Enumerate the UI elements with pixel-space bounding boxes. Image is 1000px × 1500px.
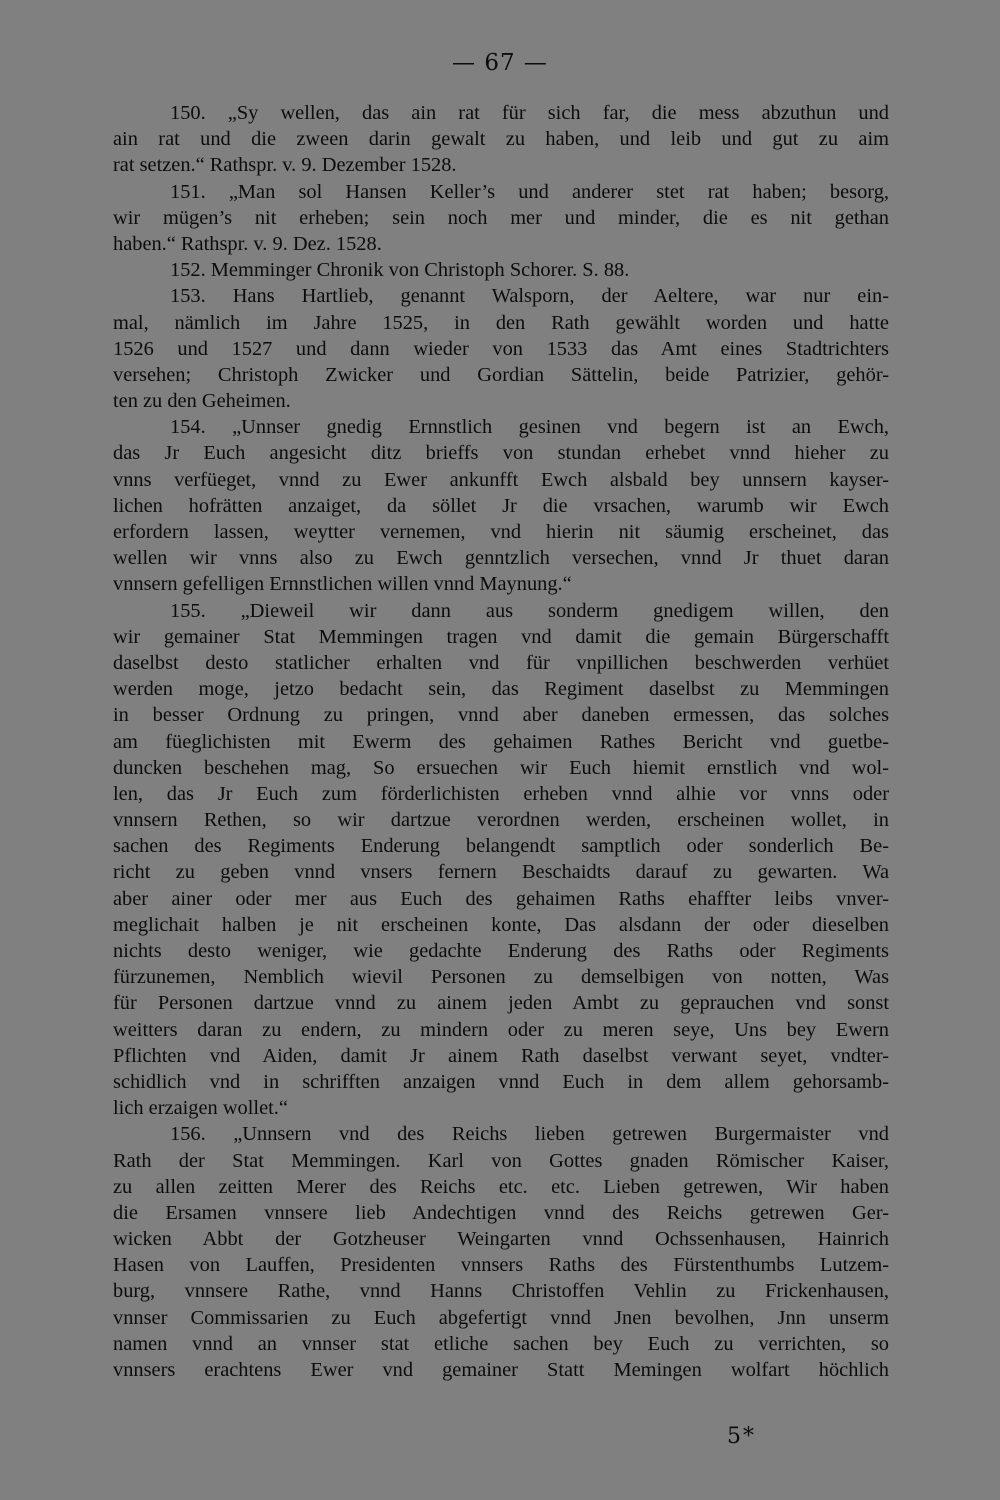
text-line: fürzunemen, Nemblich wievil Personen zu demselbigen von notten, Was <box>113 966 889 989</box>
text-line: zu allen zeitten Merer des Reichs etc. etc. Lieben getrewen, Wir haben <box>113 1175 889 1198</box>
text-line: vnnsers erachtens Ewer vnd gemainer Statt Memingen wolfart höchlich <box>113 1359 889 1381</box>
text-line: erfordern lassen, weytter vernemen, vnd hierin nit säumig erscheinet, das <box>113 521 889 543</box>
body-text <box>113 100 889 1383</box>
text-line: burg, vnnsere Rathe, vnnd Hanns Christoffen Vehlin zu Frickenhausen, <box>113 1280 889 1303</box>
text-line: lich erzaigen wollet.“ <box>113 1097 288 1120</box>
text-line: haben.“ Rathspr. v. 9. Dez. 1528. <box>113 232 382 255</box>
text-line: duncken beschehen mag, So ersuechen wir Euch hiemit ernstlich vnd wol- <box>113 756 889 779</box>
text-line: aber ainer oder mer aus Euch des gehaimen Raths ehaffter leibs vnver- <box>113 887 889 910</box>
signature-mark: 5* <box>727 1424 756 1449</box>
text-line: Hasen von Lauffen, Presidenten vnnsers Raths des Fürstenthumbs Lutzem- <box>113 1254 889 1277</box>
text-line: 151. „Man sol Hansen Keller’s und anderer stet rat haben; besorg, <box>170 180 889 203</box>
text-line: vnnsern gefelligen Ernnstlichen willen vnnd Maynung.“ <box>113 573 572 596</box>
text-line: lichen hofrätten anzaiget, da söllet Jr die vrsachen, warumb wir Ewch <box>113 494 889 517</box>
text-line: Rath der Stat Memmingen. Karl von Gottes gnaden Römischer Kaiser, <box>113 1149 889 1172</box>
text-line: sachen des Regiments Enderung belangendt samptlich oder sonderlich Be- <box>113 835 889 858</box>
text-line: vnns verfüeget, vnnd zu Ewer ankunfft Ewch alsbald bey unnsern kayser- <box>113 468 889 491</box>
text-line: versehen; Christoph Zwicker und Gordian Sättelin, beide Patrizier, gehör- <box>113 363 889 386</box>
text-line: wellen wir vnns also zu Ewch genntzlich versechen, vnnd Jr thuet daran <box>113 547 889 570</box>
text-line: werden moge, jetzo bedacht sein, das Regiment daselbst zu Memmingen <box>113 678 889 701</box>
text-line: len, das Jr Euch zum förderlichisten erheben vnnd alhie vor vnns oder <box>113 782 889 805</box>
page-number: — 67 — <box>452 50 548 76</box>
text-line: 152. Memminger Chronik von Christoph Schorer. S. 88. <box>170 259 630 282</box>
text-line: das Jr Euch angesicht ditz brieffs von stundan erhebet vnnd hieher zu <box>113 442 889 465</box>
text-line: mal, nämlich im Jahre 1525, in den Rath gewählt worden und hatte <box>113 311 889 334</box>
text-line: 155. „Dieweil wir dann aus sonderm gnedigem willen, den <box>170 599 889 622</box>
text-line: 154. „Unnser gnedig Ernnstlich gesinen vnd begern ist an Ewch, <box>170 416 889 439</box>
text-line: 156. „Unnsern vnd des Reichs lieben getrewen Burgermaister vnd <box>170 1123 889 1146</box>
text-line: daselbst desto statlicher erhalten vnd für vnpillichen beschwerden verhüet <box>113 651 889 674</box>
text-line: wir gemainer Stat Memmingen tragen vnd damit die gemain Bürgerschafft <box>113 625 889 648</box>
text-line: am füeglichisten mit Ewerm des gehaimen Rathes Bericht vnd guetbe- <box>113 730 889 753</box>
text-line: für Personen dartzue vnnd zu ainem jeden Ambt zu geprauchen vnd sonst <box>113 992 889 1015</box>
text-line: 1526 und 1527 und dann wieder von 1533 das Amt eines Stadtrichters <box>113 337 889 360</box>
text-line: vnnsern Rethen, so wir dartzue verordnen werden, erscheinen wollet, in <box>113 809 889 832</box>
text-line: namen vnnd an vnnser stat etliche sachen bey Euch zu verrichten, so <box>113 1332 889 1355</box>
text-line: die Ersamen vnnsere lieb Andechtigen vnnd des Reichs getrewen Ger- <box>113 1201 889 1224</box>
text-line: meglichait halben je nit erscheinen konte, Das alsdann der oder dieselben <box>113 913 889 936</box>
text-line: schidlich vnd in schrifften anzaigen vnnd Euch in dem allem gehorsamb- <box>113 1070 889 1093</box>
text-line: weitters daran zu endern, zu mindern oder zu meren seye, Uns bey Ewern <box>113 1018 889 1041</box>
text-line: ten zu den Geheimen. <box>113 390 291 413</box>
text-line: richt zu geben vnnd vnsers fernern Beschaidts darauf zu gewarten. Wa <box>113 861 889 884</box>
text-line: in besser Ordnung zu pringen, vnnd aber daneben ermessen, das solches <box>113 704 889 727</box>
text-line: 150. „Sy wellen, das ain rat für sich far, die mess abzuthun und <box>170 102 889 124</box>
text-line: wir mügen’s nit erheben; sein noch mer und minder, die es nit gethan <box>113 206 889 229</box>
text-line: nichts desto weniger, wie gedachte Enderung des Raths oder Regiments <box>113 940 889 962</box>
text-line: rat setzen.“ Rathspr. v. 9. Dezember 1528. <box>113 154 457 177</box>
text-line: vnnser Commissarien zu Euch abgefertigt vnnd Jnen bevolhen, Jnn unserm <box>113 1306 889 1329</box>
text-line: Pflichten vnd Aiden, damit Jr ainem Rath daselbst verwant seyet, vndter- <box>113 1044 889 1067</box>
text-line: ain rat und die zween darin gewalt zu haben, und leib und gut zu aim <box>113 128 889 151</box>
text-line: 153. Hans Hartlieb, genannt Walsporn, der Aeltere, war nur ein- <box>170 285 889 308</box>
text-line: wicken Abbt der Gotzheuser Weingarten vnnd Ochssenhausen, Hainrich <box>113 1228 889 1251</box>
